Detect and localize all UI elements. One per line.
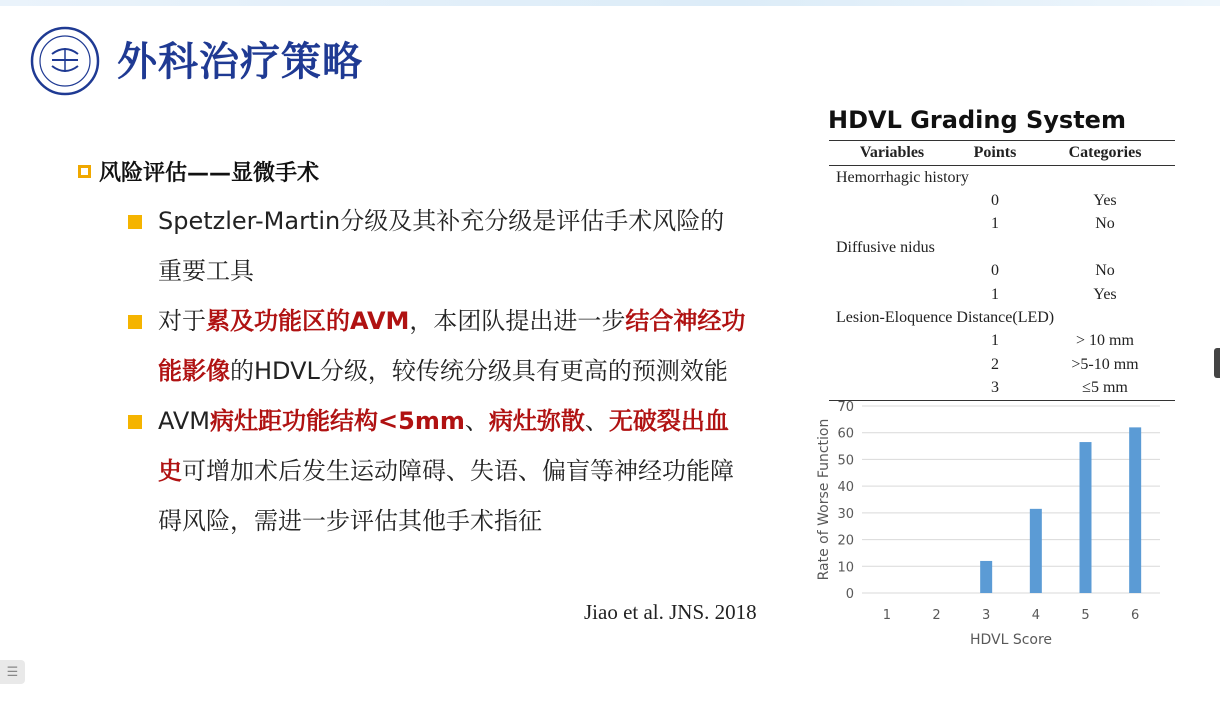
table-row: [829, 377, 1175, 401]
points-cell: 2: [991, 355, 999, 373]
table-row: [829, 213, 1175, 236]
points-cell: 0: [991, 192, 999, 210]
points-cell: 1: [991, 285, 999, 303]
points-cell: 3: [991, 379, 999, 397]
square-bullet-icon: [128, 415, 142, 429]
category-cell: Yes: [1093, 285, 1117, 303]
square-bullet-icon: [78, 165, 91, 178]
side-panel-handle[interactable]: [1214, 348, 1220, 378]
hdvl-table-header: [829, 141, 1175, 166]
bullet-text: 、: [584, 407, 609, 435]
highlight-text: 病灶弥散: [488, 407, 585, 435]
highlight-text: 病灶距功能结构<5mm: [210, 407, 465, 435]
top-strip: [0, 0, 1220, 6]
bar: [1030, 509, 1042, 593]
table-row: [829, 306, 1175, 329]
category-cell: > 10 mm: [1076, 332, 1134, 350]
bullet-item: [126, 196, 746, 296]
hdvl-column-header: Points: [955, 141, 1035, 166]
x-tick-label: 4: [1031, 608, 1040, 623]
y-tick-label: 20: [837, 533, 854, 549]
table-row: [829, 330, 1175, 353]
page-title: 外科治疗策略: [117, 39, 363, 85]
x-tick-label: 6: [1131, 608, 1140, 623]
menu-button[interactable]: [0, 660, 25, 684]
variable-cell: [829, 377, 955, 401]
category-cell: No: [1095, 215, 1115, 233]
y-tick-label: 50: [837, 453, 854, 469]
x-tick-label: 2: [932, 608, 941, 623]
y-axis-label: Rate of Worse Function: [816, 418, 832, 581]
points-cell: 1: [991, 332, 999, 350]
category-cell: No: [1095, 262, 1115, 280]
x-axis-label: HDVL Score: [969, 632, 1053, 648]
hdvl-table: [829, 140, 1175, 401]
variable-cell: [829, 353, 955, 376]
hdvl-column-header: Categories: [1035, 141, 1175, 166]
table-row: [829, 236, 1175, 259]
square-bullet-icon: [128, 215, 142, 229]
points-cell: 0: [991, 262, 999, 280]
highlight-text: 累及功能区的AVM: [206, 307, 410, 335]
section-heading-text: 风险评估——显微手术: [99, 161, 320, 186]
bullet-item: [126, 296, 746, 396]
variable-cell: [829, 189, 955, 212]
hdvl-bar-chart: [810, 398, 1170, 658]
bullet-text: 可增加术后发生运动障碍、失语、偏盲等神经功能障碍风险，需进一步评估其他手术指征: [158, 457, 734, 535]
bullet-text: Spetzler-Martin分级及其补充分级是评估手术风险的重要工具: [158, 207, 725, 285]
x-tick-label: 5: [1081, 608, 1090, 623]
variable-name: Lesion-Eloquence Distance(LED): [836, 309, 1055, 327]
y-tick-label: 10: [837, 560, 854, 576]
y-tick-label: 40: [837, 480, 854, 496]
bullet-text: AVM: [158, 407, 211, 435]
variable-cell: [829, 213, 955, 236]
y-tick-label: 0: [845, 587, 854, 602]
bullet-text: ，本团队提出进一步: [409, 307, 626, 335]
x-tick-label: 3: [982, 608, 991, 623]
y-tick-label: 70: [837, 400, 854, 415]
variable-cell: [829, 283, 955, 306]
bullet-list: [126, 196, 746, 546]
table-row: [829, 283, 1175, 306]
table-row: [829, 260, 1175, 283]
table-row: [829, 353, 1175, 376]
square-bullet-icon: [128, 315, 142, 329]
x-tick-label: 1: [882, 608, 891, 623]
bullet-item: [126, 396, 746, 546]
table-row: [829, 189, 1175, 212]
bullet-text: 的HDVL分级，较传统分级具有更高的预测效能: [230, 357, 728, 385]
variable-name: Hemorrhagic history: [836, 168, 969, 186]
highlight-text: 无破裂出血史: [158, 407, 729, 485]
category-cell: Yes: [1093, 192, 1117, 210]
category-cell: >5-10 mm: [1071, 355, 1139, 373]
citation: Jiao et al. JNS. 2018: [584, 600, 757, 624]
category-cell: ≤5 mm: [1082, 379, 1128, 397]
table-row: [829, 166, 1175, 190]
y-tick-label: 30: [837, 506, 854, 522]
variable-name: Diffusive nidus: [836, 238, 935, 256]
bar: [980, 561, 992, 593]
list-icon: ☰: [6, 664, 19, 680]
bar: [1129, 427, 1141, 593]
bullet-text: 对于: [158, 307, 206, 335]
hdvl-column-header: Variables: [829, 141, 955, 166]
hospital-logo: [30, 26, 100, 96]
variable-cell: [829, 260, 955, 283]
points-cell: 1: [991, 215, 999, 233]
bar: [1080, 442, 1092, 593]
y-tick-label: 60: [837, 426, 854, 442]
highlight-text: 结合神经功能影像: [158, 307, 746, 385]
bullet-text: 、: [464, 407, 489, 435]
section-heading: [78, 156, 319, 187]
hdvl-title: HDVL Grading System: [828, 106, 1126, 134]
variable-cell: [829, 330, 955, 353]
